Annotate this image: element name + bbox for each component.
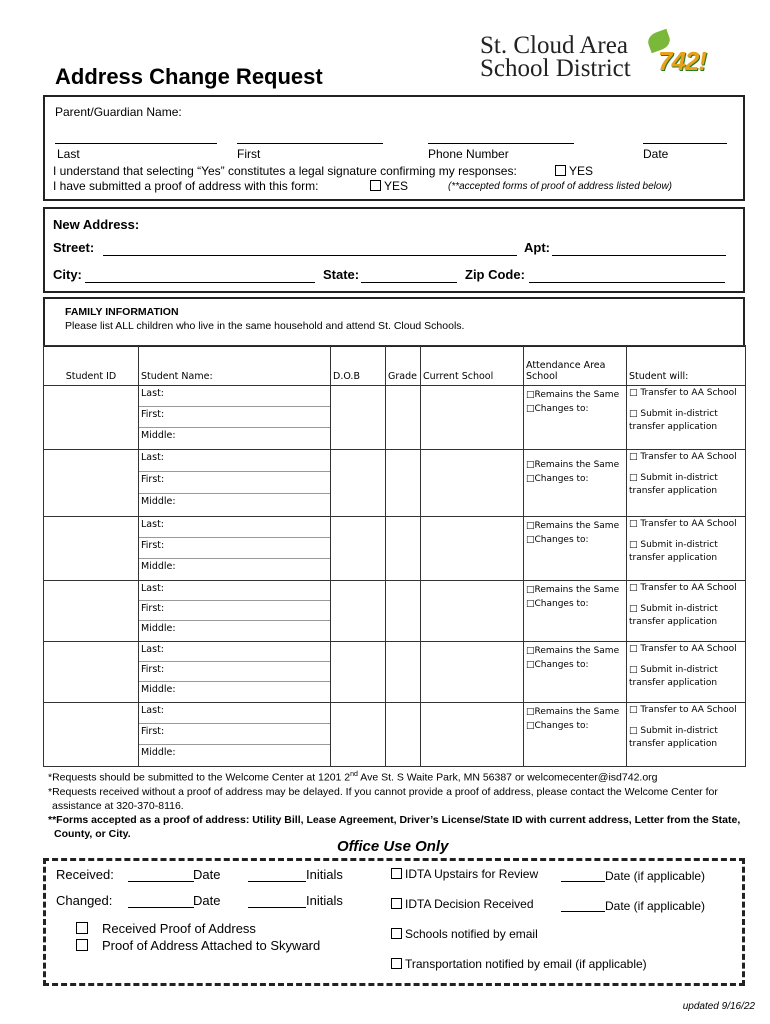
grade-cell[interactable] <box>386 386 421 450</box>
received-initials-label: Initials <box>306 867 343 882</box>
student-id-cell[interactable] <box>44 703 139 767</box>
signature-yes-checkbox[interactable] <box>555 164 593 178</box>
current-school-cell[interactable] <box>421 517 524 581</box>
col-current-school: Current School <box>421 346 524 386</box>
student-name-cell <box>139 450 331 517</box>
name-field-last[interactable]: Last: <box>139 386 330 407</box>
note-delay: *Requests received without a proof of address may be delayed. If you cannot provide a proof of address, please contact the Welcome Center for assistance at 320-370-8116. <box>48 785 718 812</box>
page-title: Address Change Request <box>55 64 323 89</box>
name-field-first[interactable]: First: <box>139 662 330 682</box>
logo-line1: St. Cloud Area <box>480 32 628 59</box>
col-attendance-area: Attendance Area School <box>524 346 627 386</box>
idta-decision-date: Date (if applicable) <box>605 899 706 913</box>
transfer-aa-checkbox[interactable]: □ Transfer to AA School <box>629 705 737 715</box>
new-address-heading: New Address: <box>53 217 140 232</box>
family-section <box>43 297 745 347</box>
office-use-heading: Office Use Only <box>337 838 449 855</box>
name-field-first[interactable]: First: <box>139 472 330 494</box>
name-field-first[interactable]: First: <box>139 601 330 621</box>
submit-transfer-checkbox[interactable]: □ Submit in-district transfer application <box>629 409 718 432</box>
student-will-cell <box>627 581 746 642</box>
date-label: Date <box>643 147 669 161</box>
grade-cell[interactable] <box>386 450 421 517</box>
transport-notified-checkbox[interactable]: Transportation notified by email (if applicable) <box>391 957 647 971</box>
changes-to-checkbox[interactable]: □Changes to: <box>526 404 589 414</box>
changes-to-checkbox[interactable]: □Changes to: <box>526 599 589 609</box>
guardian-label: Parent/Guardian Name: <box>55 105 182 119</box>
name-field-first[interactable]: First: <box>139 407 330 428</box>
last-label: Last <box>57 147 80 161</box>
attendance-cell <box>524 703 627 767</box>
city-label: City: <box>53 267 82 282</box>
note-submit: *Requests should be submitted to the Welcome Center at 1201 2nd Ave St. S Waite Park, MN 56387 or welcomecenter@isd742.org <box>48 771 658 784</box>
changes-to-checkbox[interactable]: □Changes to: <box>526 474 589 484</box>
name-field-last[interactable]: Last: <box>139 450 330 472</box>
last-name-field[interactable] <box>55 143 217 144</box>
proof-note: (**accepted forms of proof of address listed below) <box>448 181 672 192</box>
updated-date: updated 9/16/22 <box>682 1001 755 1012</box>
transfer-aa-checkbox[interactable]: □ Transfer to AA School <box>629 388 737 398</box>
current-school-cell[interactable] <box>421 581 524 642</box>
transfer-aa-checkbox[interactable]: □ Transfer to AA School <box>629 452 737 462</box>
yes-label: YES <box>384 179 409 193</box>
name-field-middle[interactable]: Middle: <box>141 430 176 441</box>
idta-decision-checkbox[interactable]: IDTA Decision Received <box>391 897 534 911</box>
note-proof-forms: **Forms accepted as a proof of address: Utility Bill, Lease Agreement, Driver’s License/State ID with current address, Letter from the State, County, or City. <box>48 813 741 840</box>
grade-cell[interactable] <box>386 703 421 767</box>
first-label: First <box>237 147 261 161</box>
apt-field[interactable] <box>552 255 726 256</box>
name-field-last[interactable]: Last: <box>139 703 330 724</box>
transfer-aa-checkbox[interactable]: □ Transfer to AA School <box>629 519 737 529</box>
student-row <box>44 450 746 517</box>
name-field-middle[interactable]: Middle: <box>141 496 176 507</box>
student-row <box>44 581 746 642</box>
student-row <box>44 703 746 767</box>
student-id-cell[interactable] <box>44 386 139 450</box>
col-dob: D.O.B <box>331 346 386 386</box>
student-will-cell <box>627 517 746 581</box>
table-header-row <box>44 346 746 386</box>
student-id-cell[interactable] <box>44 642 139 703</box>
dob-cell[interactable] <box>331 642 386 703</box>
grade-cell[interactable] <box>386 581 421 642</box>
dob-cell[interactable] <box>331 581 386 642</box>
dob-cell[interactable] <box>331 450 386 517</box>
student-row <box>44 642 746 703</box>
remains-same-checkbox[interactable]: □Remains the Same <box>526 460 620 470</box>
attendance-cell <box>524 581 627 642</box>
transfer-aa-checkbox[interactable]: □ Transfer to AA School <box>629 644 737 654</box>
grade-cell[interactable] <box>386 517 421 581</box>
phone-label: Phone Number <box>428 147 509 161</box>
dob-cell[interactable] <box>331 386 386 450</box>
district-logo <box>478 32 718 87</box>
dob-cell[interactable] <box>331 703 386 767</box>
proof-text: I have submitted a proof of address with this form: <box>53 179 319 193</box>
received-label: Received: <box>56 867 114 882</box>
apt-label: Apt: <box>524 240 550 255</box>
student-name-cell <box>139 517 331 581</box>
changes-to-checkbox[interactable]: □Changes to: <box>526 535 589 545</box>
current-school-cell[interactable] <box>421 450 524 517</box>
idta-upstairs-date: Date (if applicable) <box>605 869 706 883</box>
student-will-cell <box>627 642 746 703</box>
name-field-first[interactable]: First: <box>139 538 330 559</box>
family-instructions: Please list ALL children who live in the same household and attend St. Cloud Schools. <box>65 320 465 332</box>
logo-badge: 742! <box>658 46 707 76</box>
date-field[interactable] <box>643 143 727 144</box>
student-will-cell <box>627 386 746 450</box>
student-id-cell[interactable] <box>44 517 139 581</box>
zip-field[interactable] <box>529 282 725 283</box>
changes-to-checkbox[interactable]: □Changes to: <box>526 721 589 731</box>
student-row <box>44 517 746 581</box>
student-name-cell <box>139 642 331 703</box>
remains-same-checkbox[interactable]: □Remains the Same <box>526 390 620 400</box>
name-field-last[interactable]: Last: <box>139 581 330 601</box>
student-table <box>43 345 746 767</box>
city-field[interactable] <box>85 282 315 283</box>
col-student-will: Student will: <box>627 346 746 386</box>
student-name-cell <box>139 703 331 767</box>
student-row <box>44 386 746 450</box>
submit-transfer-checkbox[interactable]: □ Submit in-district transfer application <box>629 473 718 496</box>
received-proof-checkbox[interactable]: Received Proof of Address <box>76 921 256 936</box>
changed-date-label: Date <box>193 893 221 908</box>
student-will-cell <box>627 450 746 517</box>
name-field-middle[interactable]: Middle: <box>141 747 176 758</box>
street-field[interactable] <box>103 255 517 256</box>
attendance-cell <box>524 517 627 581</box>
transfer-aa-checkbox[interactable]: □ Transfer to AA School <box>629 583 737 593</box>
received-date-label: Date <box>193 867 221 882</box>
proof-attached-checkbox[interactable]: Proof of Address Attached to Skyward <box>76 938 320 953</box>
signature-text: I understand that selecting “Yes” constitutes a legal signature confirming my responses: <box>53 164 517 178</box>
yes-label: YES <box>569 164 594 178</box>
submit-transfer-checkbox[interactable]: □ Submit in-district transfer application <box>629 604 718 627</box>
name-field-last[interactable]: Last: <box>139 517 330 538</box>
col-grade: Grade <box>386 346 421 386</box>
proof-yes-checkbox[interactable] <box>370 179 408 193</box>
idta-upstairs-checkbox[interactable]: IDTA Upstairs for Review <box>391 867 538 881</box>
student-name-cell <box>139 581 331 642</box>
student-name-cell <box>139 386 331 450</box>
street-label: Street: <box>53 240 95 255</box>
schools-notified-checkbox[interactable]: Schools notified by email <box>391 927 538 941</box>
name-field-middle[interactable]: Middle: <box>141 623 176 634</box>
current-school-cell[interactable] <box>421 386 524 450</box>
changed-label: Changed: <box>56 893 113 908</box>
state-label: State: <box>323 267 360 282</box>
name-field-middle[interactable]: Middle: <box>141 561 176 572</box>
office-use-box <box>43 858 745 986</box>
guardian-section <box>43 95 745 201</box>
submit-transfer-checkbox[interactable]: □ Submit in-district transfer application <box>629 540 718 563</box>
attendance-cell <box>524 450 627 517</box>
student-will-cell <box>627 703 746 767</box>
changed-initials-label: Initials <box>306 893 343 908</box>
logo-line2: School District <box>480 55 631 82</box>
remains-same-checkbox[interactable]: □Remains the Same <box>526 585 620 595</box>
name-field-last[interactable]: Last: <box>139 642 330 662</box>
dob-cell[interactable] <box>331 517 386 581</box>
col-student-id: Student ID <box>44 346 139 386</box>
student-id-cell[interactable] <box>44 450 139 517</box>
first-name-field[interactable] <box>237 143 383 144</box>
notes <box>48 768 753 841</box>
submit-transfer-checkbox[interactable]: □ Submit in-district transfer application <box>629 665 718 688</box>
current-school-cell[interactable] <box>421 642 524 703</box>
attendance-cell <box>524 642 627 703</box>
phone-field[interactable] <box>428 143 574 144</box>
remains-same-checkbox[interactable]: □Remains the Same <box>526 521 620 531</box>
remains-same-checkbox[interactable]: □Remains the Same <box>526 707 620 717</box>
name-field-first[interactable]: First: <box>139 724 330 745</box>
new-address-section <box>43 207 745 293</box>
remains-same-checkbox[interactable]: □Remains the Same <box>526 646 620 656</box>
state-field[interactable] <box>361 282 457 283</box>
grade-cell[interactable] <box>386 642 421 703</box>
col-student-name: Student Name: <box>139 346 331 386</box>
submit-transfer-checkbox[interactable]: □ Submit in-district transfer application <box>629 726 718 749</box>
student-id-cell[interactable] <box>44 581 139 642</box>
family-heading: FAMILY INFORMATION <box>65 306 179 318</box>
name-field-middle[interactable]: Middle: <box>141 684 176 695</box>
attendance-cell <box>524 386 627 450</box>
zip-label: Zip Code: <box>465 267 525 282</box>
current-school-cell[interactable] <box>421 703 524 767</box>
changes-to-checkbox[interactable]: □Changes to: <box>526 660 589 670</box>
